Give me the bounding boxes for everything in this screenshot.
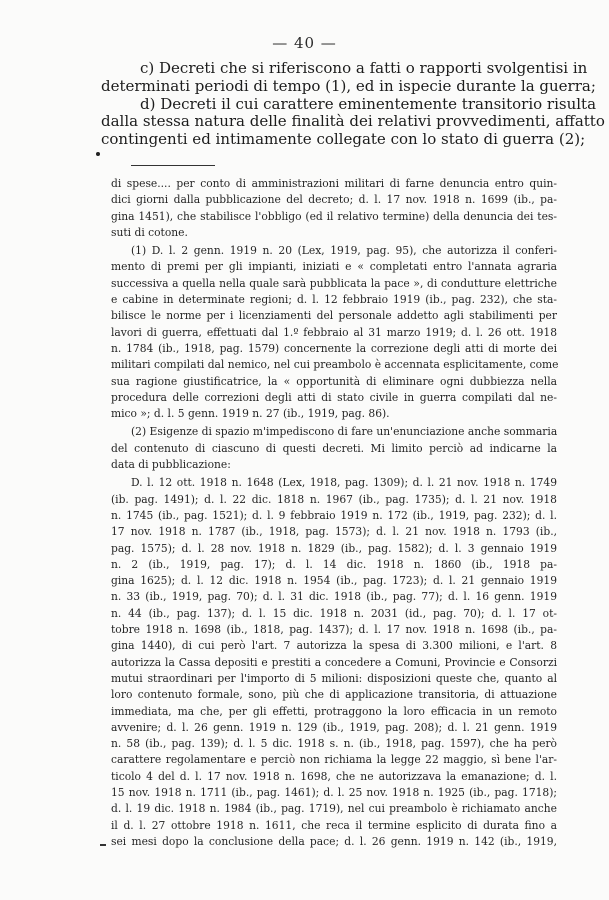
footnote-line: avvenire; d. l. 26 genn. 1919 n. 129 (ib., 1919, pag. 208); d. l. 21 genn. 1919 (111, 720, 557, 734)
footnote-line: il d. l. 27 ottobre 1918 n. 1611, che reca il termine esplicito di durata fino a (111, 818, 557, 832)
footnote-line: ticolo 4 del d. l. 17 nov. 1918 n. 1698, che ne autorizzava la emanazione; d. l. (111, 769, 557, 783)
footnote-line: mento di premi per gli impianti, iniziati e « completati entro l'annata agraria (111, 260, 557, 274)
footnote-line: del contenuto di ciascuno di questi decreti. Mi limito perciò ad indicarne la (111, 441, 557, 455)
footnote-line: n. 2 (ib., 1919, pag. 17); d. l. 14 dic. 1918 n. 1860 (ib., 1918 pa- (111, 557, 557, 571)
footnote-line: gina 1440), di cui però l'art. 7 autorizza la spesa di 3.300 milioni, e l'art. 8 (111, 639, 557, 653)
margin-mark-bottom (100, 844, 106, 846)
footnote-line: gina 1451), che stabilisce l'obbligo (ed il relativo termine) della denuncia dei tes- (111, 209, 557, 223)
main-text-line: dalla stessa natura delle finalità dei relativi provvedimenti, affatto (101, 112, 605, 131)
footnote-line: procedura delle correzioni degli atti di stato civile in guerra compilati dal ne- (111, 390, 557, 404)
footnote-line: (ib. pag. 1491); d. l. 22 dic. 1818 n. 1967 (ib., pag. 1735); d. l. 21 nov. 1918 (111, 492, 557, 506)
footnote-line: 17 nov. 1918 n. 1787 (ib., 1918, pag. 1573); d. l. 21 nov. 1918 n. 1793 (ib., (111, 525, 557, 539)
footnote-line: D. l. 12 ott. 1918 n. 1648 (Lex, 1918, pag. 1309); d. l. 21 nov. 1918 n. 1749 (131, 476, 557, 490)
footnote-line: lavori di guerra, effettuati dal 1.º febbraio al 31 marzo 1919; d. l. 26 ott. 1918 (111, 325, 557, 339)
main-text-line: determinati periodi di tempo (1), ed in ispecie durante la guerra; (101, 76, 596, 95)
footnote-line: successiva a quella nella quale sarà pubblicata la pace », di condutture elettriche (111, 276, 557, 290)
footnote-line: autorizza la Cassa depositi e prestiti a concedere a Comuni, Provincie e Consorzi (111, 655, 557, 669)
footnote-line: carattere regolamentare e perciò non richiama la legge 22 maggio, sì bene l'ar- (111, 753, 557, 767)
main-text-block (101, 59, 605, 149)
footnote-line: n. 44 (ib., pag. 137); d. l. 15 dic. 1918 n. 2031 (id., pag. 70); d. l. 17 ot- (111, 606, 557, 620)
footnote-line: sua ragione giustificatrice, la « opportunità di eliminare ogni dubbiezza nella (111, 374, 557, 388)
footnote-line: n. 1745 (ib., pag. 1521); d. l. 9 febbraio 1919 n. 172 (ib., 1919, pag. 232); d. l. (111, 508, 557, 522)
footnote-line: pag. 1575); d. l. 28 nov. 1918 n. 1829 (ib., pag. 1582); d. l. 3 gennaio 1919 (111, 541, 557, 555)
margin-mark (96, 152, 100, 156)
footnote-line: e cabine in determinate regioni; d. l. 12 febbraio 1919 (ib., pag. 232), che sta- (111, 293, 557, 307)
main-text-line: d) Decreti il cui carattere eminentemente transitorio risulta (140, 94, 597, 113)
footnote-line: n. 33 (ib., 1919, pag. 70); d. l. 31 dic. 1918 (ib., pag. 77); d. l. 16 genn. 1919 (111, 590, 557, 604)
footnote-line: dici giorni dalla pubblicazione del decreto; d. l. 17 nov. 1918 n. 1699 (ib., pa- (111, 193, 557, 207)
footnote-line: d. l. 19 dic. 1918 n. 1984 (ib., pag. 1719), nel cui preambolo è richiamato anche (111, 802, 557, 816)
footnote-line: di spese.... per conto di amministrazioni militari di farne denuncia entro quin- (111, 177, 557, 190)
footnote-line: mico »; d. l. 5 genn. 1919 n. 27 (ib., 1919, pag. 86). (111, 407, 390, 421)
page-number: — 40 — (272, 34, 337, 52)
main-text-line: contingenti ed intimamente collegate con lo stato di guerra (2); (101, 130, 586, 149)
footnote-line: suti di cotone. (111, 225, 188, 239)
footnote-line: 15 nov. 1918 n. 1711 (ib., pag. 1461); d. l. 25 nov. 1918 n. 1925 (ib., pag. 1718); (111, 785, 557, 799)
footnote-line: (2) Esigenze di spazio m'impediscono di fare un'enunciazione anche sommaria (131, 425, 558, 439)
footnote-line: (1) D. l. 2 genn. 1919 n. 20 (Lex, 1919, pag. 95), che autorizza il conferi- (131, 244, 557, 258)
footnote-line: immediata, ma che, per gli effetti, protraggono la loro efficacia in un remoto (111, 704, 557, 718)
footnote-line: n. 58 (ib., pag. 139); d. l. 5 dic. 1918 s. n. (ib., 1918, pag. 1597), che ha però (111, 737, 557, 751)
footnote-line: n. 1784 (ib., 1918, pag. 1579) concernente la correzione degli atti di morte dei (111, 341, 557, 355)
footnote-line: sei mesi dopo la conclusione della pace; d. l. 26 genn. 1919 n. 142 (ib., 1919, (111, 834, 557, 848)
footnote-line: tobre 1918 n. 1698 (ib., 1818, pag. 1437); d. l. 17 nov. 1918 n. 1698 (ib., pa- (111, 623, 557, 637)
footnote-line: militari compilati dal nemico, nel cui preambolo è accennata esplicitamente, come (111, 358, 559, 372)
footnote-line: bilisce le norme per i licenziamenti del personale addetto agli stabilimenti per (111, 309, 557, 323)
footnote-line: loro contenuto formale, sono, più che di applicazione transitoria, di attuazione (111, 688, 557, 702)
footnote-line: mutui straordinari per l'importo di 5 milioni: disposizioni queste che, quanto al (111, 671, 557, 685)
footnotes-block (111, 176, 557, 850)
footnote-line: gina 1625); d. l. 12 dic. 1918 n. 1954 (ib., pag. 1723); d. l. 21 gennaio 1919 (111, 574, 557, 588)
footnote-separator (131, 165, 215, 166)
main-text-line: c) Decreti che si riferiscono a fatti o rapporti svolgentisi in (140, 59, 588, 77)
footnote-line: data di pubblicazione: (111, 458, 231, 472)
